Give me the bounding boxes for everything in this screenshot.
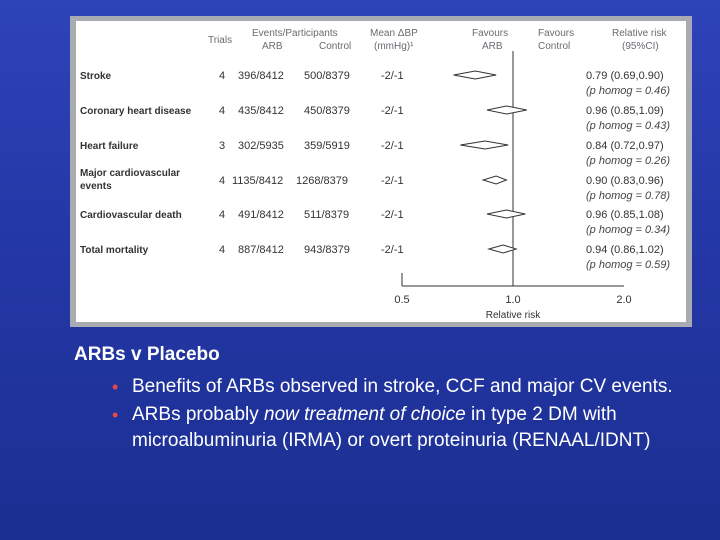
x-tick-label: 0.5 [394,294,410,306]
row-relative-risk: 0.79 (0.69,0.90) [586,70,664,82]
row-bp: -2/-1 [381,70,404,82]
row-events-control: 500/8379 [304,70,350,82]
header-events: Events/Participants [252,28,338,39]
row-trials: 4 [219,105,226,117]
forest-plot-panel [76,21,686,322]
bullet-1 [74,374,704,400]
row-trials: 4 [219,209,226,221]
row-bp: -2/-1 [381,244,404,256]
estimate-diamond [489,245,516,253]
estimate-diamond [483,176,506,184]
header-events-arb: ARB [262,41,283,52]
row-bp: -2/-1 [381,175,404,187]
row-relative-risk: 0.90 (0.83,0.96) [586,175,664,187]
bullet-2-text-end: in type 2 DM with microalbuminuria (IRMA) or overt proteinuria (RENAAL/IDNT) [132,404,651,451]
estimate-diamond [454,71,497,79]
row-bp: -2/-1 [381,140,404,152]
header-favours-control-2: Control [538,41,571,52]
row-label: Cardiovascular death [80,210,182,221]
row-label: events [80,181,112,192]
bullet-marker: • [112,377,119,397]
header-favours-arb-2: ARB [482,41,503,52]
row-trials: 4 [219,175,226,187]
row-relative-risk: 0.96 (0.85,1.08) [586,209,664,221]
x-tick-label: 1.0 [505,294,521,306]
row-events-control: 1268/8379 [296,175,348,187]
row-p-homog: (p homog = 0.34) [586,224,671,236]
forest-plot [76,21,686,322]
bullet-2-emphasis: now treatment of choice [264,404,466,425]
row-trials: 4 [219,244,226,256]
row-p-homog: (p homog = 0.78) [586,190,671,202]
bullet-2 [74,402,704,454]
figure-frame [70,16,692,327]
row-relative-risk: 0.84 (0.72,0.97) [586,140,664,152]
bullet-marker: • [112,405,119,425]
row-p-homog: (p homog = 0.59) [586,259,671,271]
row-events-control: 511/8379 [304,209,350,221]
x-axis-label: Relative risk [485,310,541,321]
row-events-arb: 302/5935 [238,140,284,152]
row-events-arb: 396/8412 [238,70,284,82]
slide-heading: ARBs v Placebo [74,344,220,365]
row-p-homog: (p homog = 0.43) [586,120,671,132]
row-trials: 3 [219,140,226,152]
row-events-control: 450/8379 [304,105,350,117]
header-favours-control: Favours [538,28,575,39]
row-relative-risk: 0.96 (0.85,1.09) [586,105,664,117]
header-trials: Trials [208,35,233,46]
row-events-arb: 435/8412 [238,105,284,117]
row-events-control: 943/8379 [304,244,350,256]
x-tick-label: 2.0 [616,294,632,306]
row-p-homog: (p homog = 0.26) [586,155,671,167]
slide-text [74,344,704,456]
row-events-arb: 1135/8412 [232,175,284,187]
estimate-diamond [487,106,527,114]
row-events-arb: 887/8412 [238,244,284,256]
estimate-diamond [460,141,508,149]
row-label: Stroke [80,71,112,82]
header-favours-arb: Favours [472,28,509,39]
row-label: Heart failure [80,141,139,152]
header-events-control: Control [319,41,352,52]
row-trials: 4 [219,70,226,82]
estimate-diamond [487,210,525,218]
header-bp-units: (mmHg)¹ [374,41,414,52]
row-p-homog: (p homog = 0.46) [586,85,671,97]
bullet-2-text-start: ARBs probably [132,404,265,425]
row-bp: -2/-1 [381,105,404,117]
header-bp: Mean ΔBP [370,28,418,39]
bullet-1-text: Benefits of ARBs observed in stroke, CCF and major CV events. [132,376,673,397]
header-relative-risk: Relative risk [612,28,667,39]
row-label: Major cardiovascular [80,168,181,179]
row-label: Coronary heart disease [80,106,192,117]
row-label: Total mortality [80,245,149,256]
row-relative-risk: 0.94 (0.86,1.02) [586,244,664,256]
header-ci: (95%CI) [622,41,659,52]
row-events-arb: 491/8412 [238,209,284,221]
row-events-control: 359/5919 [304,140,350,152]
row-bp: -2/-1 [381,209,404,221]
